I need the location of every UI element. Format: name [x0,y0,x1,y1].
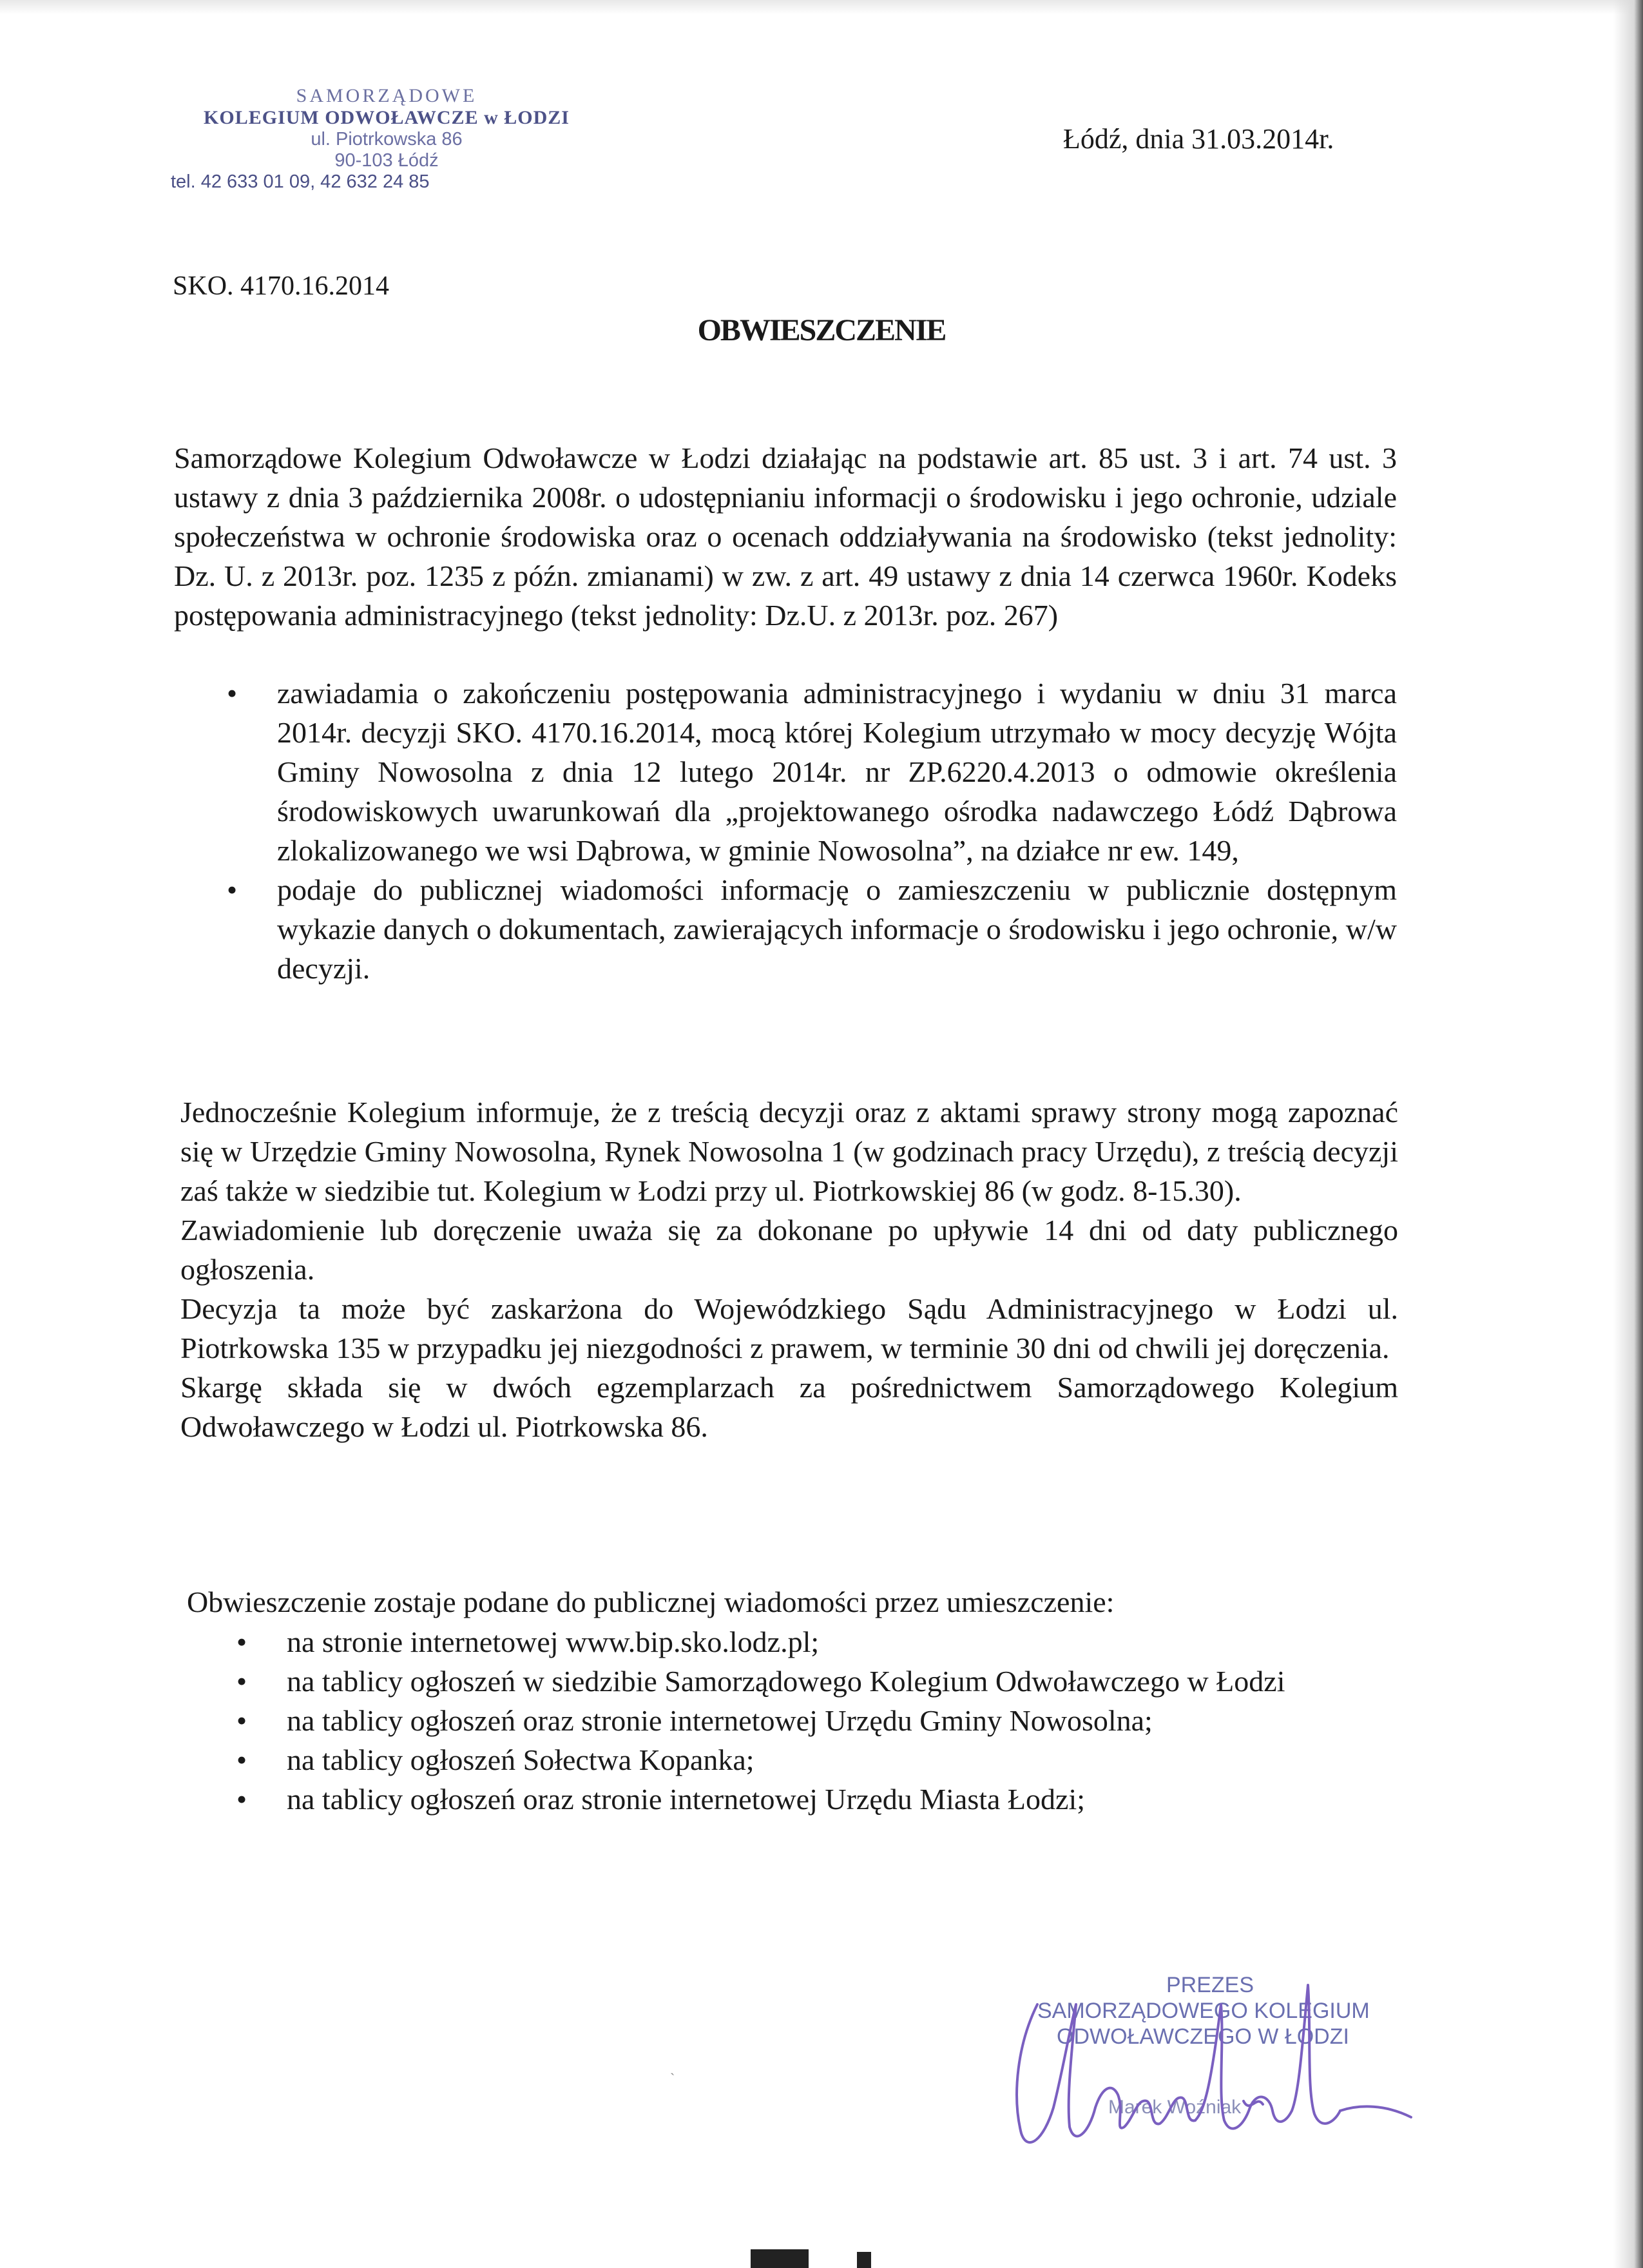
bullet-icon: • [236,1704,247,1737]
scan-shadow-top [0,0,1643,14]
list-item-text: na tablicy ogłoszeń w siedzibie Samorządowego Kolegium Odwoławczego w Łodzi [287,1665,1285,1698]
list-item-text: zawiadamia o zakończeniu postępowania administracyjnego i wydaniu w dniu 31 marca 2014r. decyzji SKO. 4170.16.2014, mocą której Kolegium utrzymało w mocy decyzję Wójta Gminy Nowosolna z dnia 12 lutego 2014r. nr ZP.6220.4.2013 o odmowie określenia środowiskowych uwarunkowań dla „projektowanego ośrodka nadawczego Łódź Dąbrowa zlokalizowanego we wsi Dąbrowa, w gminie Nowosolna”, na działce nr ew. 149, [277,677,1397,867]
bullet-icon: • [236,1783,247,1816]
list-item [229,1662,1382,1701]
list-item [219,674,1397,870]
office-stamp [151,85,622,193]
stamp-line: tel. 42 633 01 09, 42 632 24 85 [171,171,430,192]
list-item [229,1622,1453,1662]
action-list [219,674,1397,988]
list-item [219,870,1397,988]
paragraph: Skargę składa się w dwóch egzemplarzach za pośrednictwem Samorządowego Kolegium Odwoławczego w Łodzi ul. Piotrkowska 86. [180,1371,1398,1443]
signature-stamp-line: PREZES [1166,1973,1254,1997]
stamp-line: 90-103 Łódź [334,150,439,171]
scan-artifact [751,2249,809,2268]
bullet-icon: • [227,677,238,710]
signature-stamp-line: ODWOŁAWCZEGO W ŁODZI [1057,2024,1349,2049]
signature-block [999,1966,1417,2159]
publication-intro: Obwieszczenie zostaje podane do publicznej wiadomości przez umieszczenie: [187,1585,1115,1618]
handwritten-signature [999,1966,1417,2159]
stamp-line: ul. Piotrkowska 86 [311,129,463,150]
intro-paragraph: Samorządowe Kolegium Odwoławcze w Łodzi działając na podstawie art. 85 ust. 3 i art. 74 ust. 3 ustawy z dnia 3 października 2008r. o udostępnianiu informacji o środowisku i jego ochronie, udziale społeczeństwa w ochronie środowiska oraz o ocenach oddziaływania na środowisko (tekst jednolity: Dz. U. z 2013r. poz. 1235 z późn. zmianami) w zw. z art. 49 ustawy z dnia 14 czerwca 1960r. Kodeks postępowania administracyjnego (tekst jednolity: Dz.U. z 2013r. poz. 267) [174,441,1397,632]
stamp-line: KOLEGIUM ODWOŁAWCZE w ŁODZI [204,107,570,128]
signature-stamp-line: Marek Woźniak [1108,2097,1242,2118]
scan-artifact [857,2252,871,2268]
list-item [229,1701,1453,1740]
stamp-line: SAMORZĄDOWE [296,85,477,106]
publication-list [229,1622,1453,1819]
document-title: OBWIESZCZENIE [697,313,946,347]
document-date: Łódź, dnia 31.03.2014r. [1063,123,1334,155]
list-item-text: na tablicy ogłoszeń Sołectwa Kopanka; [287,1743,754,1776]
paragraph: Zawiadomienie lub doręczenie uważa się za dokonane po upływie 14 dni od daty publicznego ogłoszenia. [180,1214,1398,1286]
paragraph: Decyzja ta może być zaskarżona do Wojewódzkiego Sądu Administracyjnego w Łodzi ul. Piotrkowska 135 w przypadku jej niezgodności z prawem, w terminie 30 dni od chwili jej doręczenia. [180,1292,1398,1364]
paragraph: Jednocześnie Kolegium informuje, że z treścią decyzji oraz z aktami sprawy strony mogą zapoznać się w Urzędzie Gminy Nowosolna, Rynek Nowosolna 1 (w godzinach pracy Urzędu), z treścią decyzji zaś także w siedzibie tut. Kolegium w Łodzi przy ul. Piotrkowskiej 86 (w godz. 8-15.30). [180,1096,1398,1207]
bullet-icon: • [227,873,238,906]
signature-stamp-line: SAMORZĄDOWEGO KOLEGIUM [1037,1999,1370,2023]
list-item [229,1779,1453,1819]
list-item [229,1740,1453,1779]
list-item-text: podaje do publicznej wiadomości informację o zamieszczeniu w publicznie dostępnym wykazie danych o dokumentach, zawierających informacje o środowisku i jego ochronie, w/w decyzji. [277,873,1397,985]
list-item-text: na stronie internetowej www.bip.sko.lodz.pl; [287,1625,820,1658]
list-item-text: na tablicy ogłoszeń oraz stronie internetowej Urzędu Miasta Łodzi; [287,1783,1086,1816]
bullet-icon: • [236,1665,247,1698]
bullet-icon: • [236,1743,247,1776]
scan-mark: ˎ [670,2059,675,2075]
list-item-text: na tablicy ogłoszeń oraz stronie internetowej Urzędu Gminy Nowosolna; [287,1704,1153,1737]
bullet-icon: • [236,1625,247,1658]
reference-number: SKO. 4170.16.2014 [173,271,390,301]
information-section [180,1092,1398,1446]
